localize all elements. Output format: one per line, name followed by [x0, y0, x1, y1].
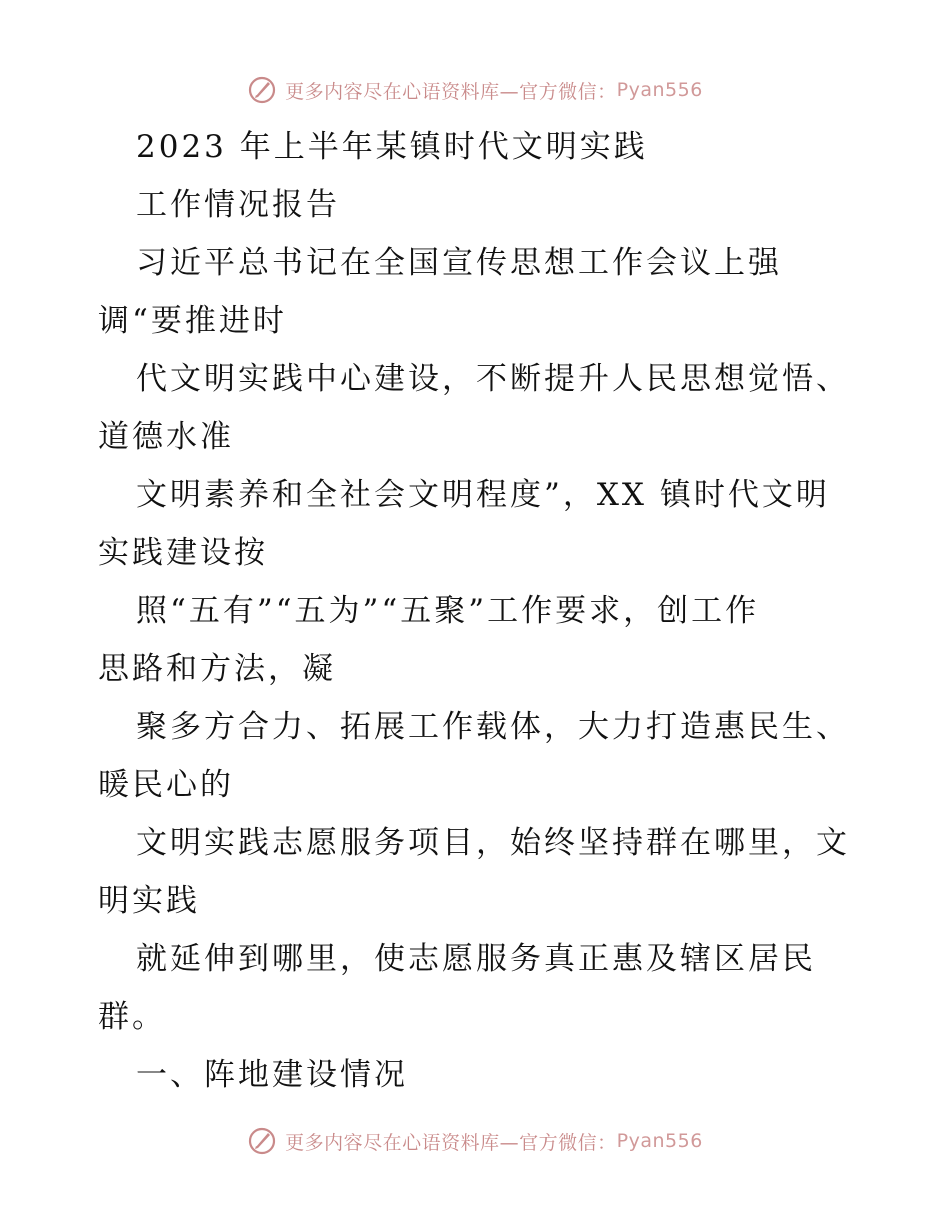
paragraph-line: 聚多方合力、拓展工作载体，大力打造惠民生、	[136, 709, 850, 745]
paragraph-line: 群。	[98, 999, 166, 1035]
paragraph-line: 暖民心的	[98, 767, 234, 803]
paragraph-line: 文明素养和全社会文明程度”，XX 镇时代文明	[136, 477, 830, 513]
watermark-wechat-id: Pyan556	[616, 1130, 703, 1152]
paragraph-line: 习近平总书记在全国宣传思想工作会议上强	[136, 245, 782, 281]
quill-seal-icon	[247, 1126, 277, 1156]
paragraph-line: 思路和方法，凝	[98, 651, 336, 687]
watermark-text: 更多内容尽在心语资料库—官方微信：	[285, 80, 617, 103]
paragraph-line: 实践建设按	[98, 535, 268, 571]
paragraph-line: 明实践	[98, 883, 200, 919]
watermark-text: 更多内容尽在心语资料库—官方微信：	[285, 1131, 617, 1154]
paragraph-line: 道德水准	[98, 419, 234, 455]
watermark-header	[0, 70, 950, 110]
watermark-footer	[0, 1121, 950, 1161]
watermark-wechat-id: Pyan556	[616, 79, 703, 101]
paragraph-line: 调“要推进时	[98, 303, 287, 339]
paragraph-line: 就延伸到哪里，使志愿服务真正惠及辖区居民	[136, 941, 816, 977]
document-title-line-2: 工作情况报告	[136, 187, 340, 223]
document-title-line-1: 2023 年上半年某镇时代文明实践	[136, 129, 648, 165]
paragraph-line: 照“五有”“五为”“五聚”工作要求，创工作	[136, 593, 760, 629]
paragraph-line: 文明实践志愿服务项目，始终坚持群在哪里，文	[136, 825, 850, 861]
paragraph-line: 代文明实践中心建设，不断提升人民思想觉悟、	[136, 361, 850, 397]
section-heading: 一、阵地建设情况	[136, 1057, 408, 1093]
quill-seal-icon	[247, 75, 277, 105]
